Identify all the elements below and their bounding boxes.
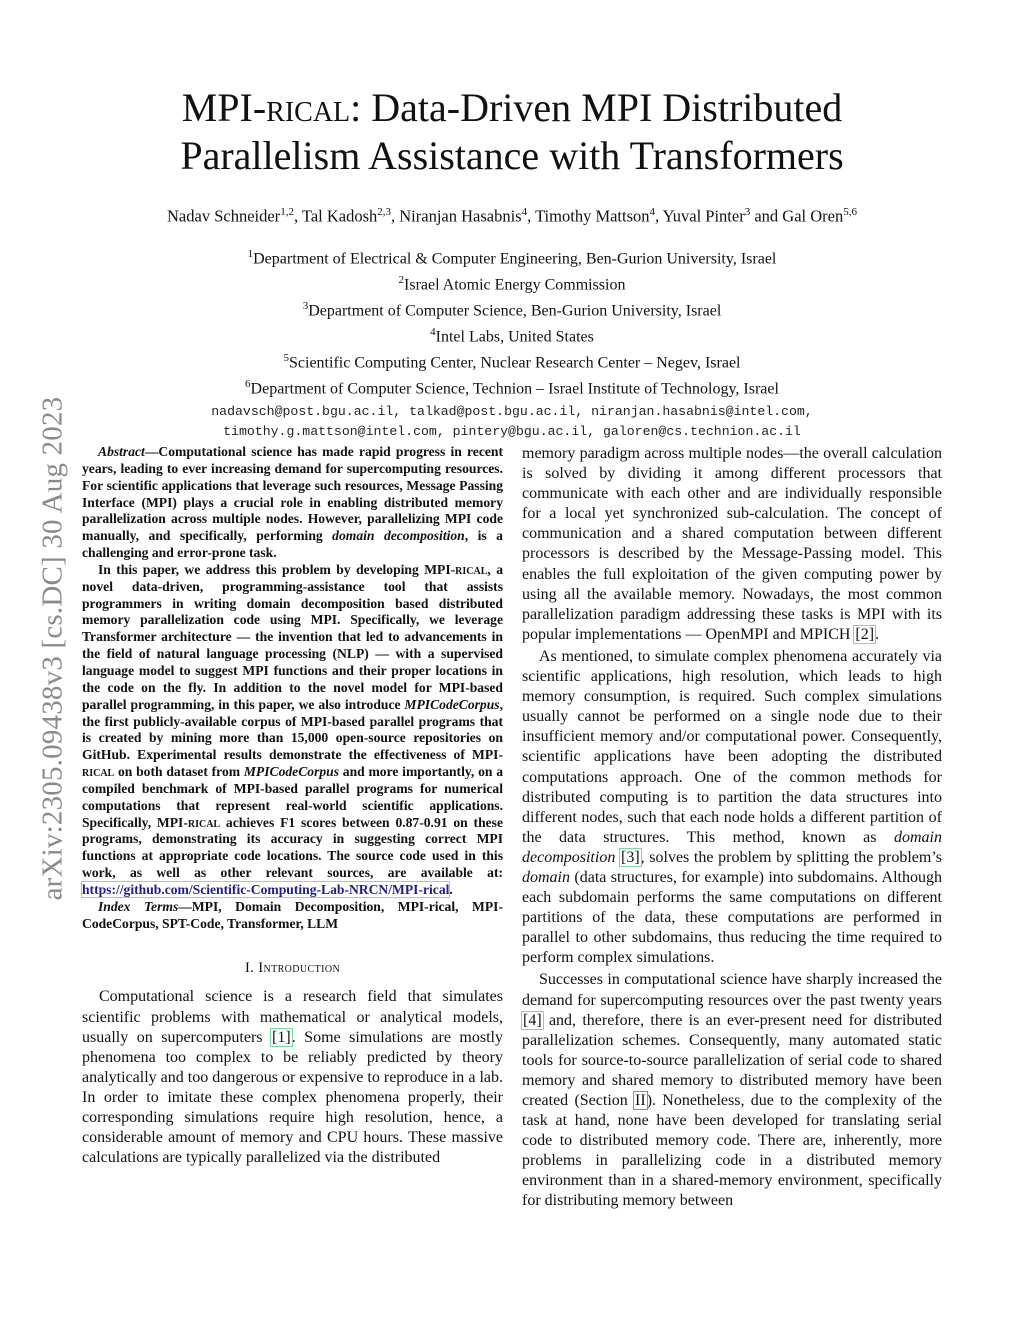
author: Nadav Schneider (167, 206, 281, 226)
abstract-paragraph-1 (82, 444, 503, 562)
affiliations (100, 244, 924, 443)
author: Gal Oren (782, 206, 844, 226)
author-sup: 2,3 (377, 206, 392, 218)
left-column (82, 444, 503, 1168)
text: As mentioned, to simulate complex phenomena accurately via scientific applications, high resolution, which leads to high memory consumption, is required. Such complex simulations usually cannot be performed on a single node due to their insufficient memory and/or computational power. Consequently, scientific applications have been adopting the distributed computations approach. One of the common methods for distributed computing is to partition the data structures into different nodes, such that each node holds a different partition of the data structures. This method, known as (522, 647, 942, 846)
intro-left (82, 987, 503, 1168)
affil-sup: 6 (245, 377, 251, 390)
affil-sup: 4 (430, 325, 436, 338)
author: Yuval Pinter (662, 206, 745, 226)
title-line2: Parallelism Assistance with Transformers (180, 133, 844, 178)
abstract (82, 444, 503, 899)
citation-link[interactable]: [4] (523, 1011, 542, 1029)
affiliation (100, 270, 924, 296)
affil-text: Department of Electrical & Computer Engineering, Ben-Gurion University, Israel (253, 250, 777, 268)
index-terms (82, 899, 503, 933)
affil-sup: 2 (398, 273, 405, 286)
text: Computational science is a research field that simulates scientific problems with mathematical or analytical models, usually on supercomputers (82, 988, 503, 1046)
affiliation (100, 296, 924, 322)
section-heading: I. Introduction (244, 960, 341, 977)
text: . (875, 625, 880, 643)
text: , a novel data-driven, programming-assistance tool that assists programmers in writing domain decomposition based distributed memory parallelization code using MPI. Specifically, we leverage Transformer architecture — the invention that led to advancements in the field of natural language processing (NLP) — with a supervised language model to suggest MPI functions and their proper locations in the code on the fly. In addition to the novel model for MPI-based parallel programming, in this paper, we also introduce (82, 561, 504, 712)
author: Niranjan Hasabnis (399, 206, 522, 226)
text: —Computational science has made rapid progress in recent years, leading to ever increasing demand for supercomputing resources. For scientific applications that leverage such resources, Message Passing Interface (MPI) plays a crucial role in enabling distributed memory parallelization across multiple nodes. However, parallelizing MPI code manually, and specifically, performing (82, 444, 503, 544)
sep: , (293, 206, 302, 226)
arxiv-identifier: arXiv:2305.09438v3 [cs.DC] 30 Aug 2023 (36, 396, 69, 900)
text-ital: domain decomposition (332, 528, 465, 544)
affil-text: Intel Labs, United States (435, 328, 594, 346)
email-list (100, 402, 924, 443)
text: on both dataset from (114, 764, 244, 780)
author-sup: 5,6 (843, 206, 857, 218)
affil-sup: 5 (283, 351, 289, 364)
right-paragraph-2 (522, 647, 942, 969)
text: memory paradigm across multiple nodes—the overall calculation is solved by dividing it among different processors that communicate with each other and are individually responsible for a local yet synchronized sub-calculation. The concept of communication and a shared computation between different processors is described by the Message-Passing model. This enables the full exploitation of the given computing power by using all the available memory. Nowadays, the most common parallelization paradigm addressing these tasks is MPI with its popular implementations — OpenMPI and MPICH (522, 445, 942, 643)
citation-link[interactable]: [2] (855, 625, 875, 643)
text: ). Nonetheless, due to the complexity of the task at hand, none have been developed for translating serial code to distributed memory code. There are, inherently, more problems in parallelizing code in a distributed memory environment than in a shared-memory environment, specifically for distributing memory between (522, 1092, 943, 1210)
intro-paragraph-1 (82, 987, 503, 1168)
text: , solves the problem by splitting the problem’s (640, 848, 943, 866)
email-line-2: timothy.g.mattson@intel.com, pintery@bgu.ac.il, galoren@cs.technion.ac.il (223, 424, 801, 440)
paper-title (100, 84, 924, 180)
abstract-label: Abstract (98, 444, 145, 459)
author-list (60, 201, 964, 228)
text: Successes in computational science have sharply increased the demand for supercomputing resources over the past twenty years (522, 971, 942, 1009)
text-ital: MPICodeCorpus (243, 764, 340, 780)
sep: , (391, 206, 400, 226)
section-link[interactable]: II (635, 1092, 646, 1109)
title-line1-rest: : Data-Driven MPI Distributed (350, 85, 843, 130)
text: . Some simulations are mostly phenomena too complex to be reliably predicted by theory analytically and too dangerous or expensive to reproduce in a lab. In order to imitate these complex phenomena properly, their corresponding simulations require high resolution, hence, a considerable amount of memory and CPU hours. These massive calculations are typically parallelized via the distributed (82, 1028, 503, 1167)
citation-link[interactable]: [3] (620, 848, 640, 866)
tool-name: MPI-rical (82, 747, 503, 780)
affiliation (100, 374, 924, 400)
text-ital: domain decomposition (522, 828, 942, 866)
author-sup: 4 (649, 206, 656, 218)
abstract-paragraph-2 (82, 562, 503, 899)
affiliation (100, 348, 924, 374)
tool-name: MPI-rical (156, 814, 221, 830)
affil-text: Israel Atomic Energy Commission (404, 276, 626, 294)
text: , is a challenging and error-prone task. (82, 528, 503, 561)
affil-text: Department of Computer Science, Technion – Israel Institute of Technology, Israel (250, 379, 779, 397)
affil-text: Scientific Computing Center, Nuclear Research Center – Negev, Israel (289, 354, 741, 372)
text: . (449, 881, 453, 897)
right-column (522, 444, 942, 1212)
text: (data structures, for example) into subdomains. Although each subdomain performs the same computations on different partitions of the data, these computations are performed in parallel to other subdomains, thus reducing the time required to perform complex simulations. (522, 868, 942, 967)
arxiv-sidebar (33, 346, 73, 950)
citation-link[interactable]: [1] (272, 1028, 291, 1046)
text-ital: domain (522, 868, 570, 886)
right-paragraph-3 (522, 970, 942, 1211)
affil-text: Department of Computer Science, Ben-Gurion University, Israel (308, 302, 722, 320)
author-sup: 1,2 (280, 206, 294, 218)
affiliation (100, 322, 924, 348)
affil-sup: 3 (302, 299, 309, 312)
text: and more importantly, on a compiled benchmark of MPI-based parallel programs for numerical computations that represent real-world scientific applications. Specifically, (82, 764, 503, 830)
affiliation (100, 244, 924, 270)
affil-sup: 1 (247, 248, 254, 260)
sep: , (655, 206, 663, 226)
author-sup: 3 (744, 206, 751, 218)
github-link[interactable]: https://github.com/Scientific-Computing-Lab-NRCN/MPI-rical (82, 881, 450, 897)
author-sup: 4 (521, 206, 528, 218)
text: achieves F1 scores between 0.87-0.91 on these programs, demonstrating its accuracy in suggesting correct MPI functions at appropriate code locations. The source code used in this work, as well as other relevant sources, are available at: (82, 814, 503, 881)
text: In this paper, we address this problem by developing (98, 561, 425, 577)
sep: , (527, 206, 536, 226)
right-paragraph-1 (522, 444, 942, 645)
text: and, therefore, there is an ever-present need for distributed parallelization schemes. Consequently, many automated static tools for source-to-source parallelization of serial code to shared memory and shared memory to distributed memory have been created (Section (522, 1011, 942, 1109)
author: Timothy Mattson (535, 206, 650, 226)
index-terms-text: —MPI, Domain Decomposition, MPI-rical, MPI-CodeCorpus, SPT-Code, Transformer, LLM (82, 898, 503, 931)
tool-name: MPI-rical (424, 561, 488, 577)
text: , the first publicly-available corpus of MPI-based parallel programs that is created by mining more than 15,000 open-source repositories on GitHub. Experimental results demonstrate the effectiveness of (82, 696, 503, 763)
text-ital: MPICodeCorpus (404, 696, 500, 712)
sep: and (750, 206, 783, 226)
index-terms-label: Index Terms (98, 898, 179, 914)
email-line-1: nadavsch@post.bgu.ac.il, talkad@post.bgu.ac.il, niranjan.hasabnis@intel.com, (211, 403, 813, 419)
author: Tal Kadosh (301, 206, 378, 226)
tool-name: MPI-rical (181, 85, 351, 130)
